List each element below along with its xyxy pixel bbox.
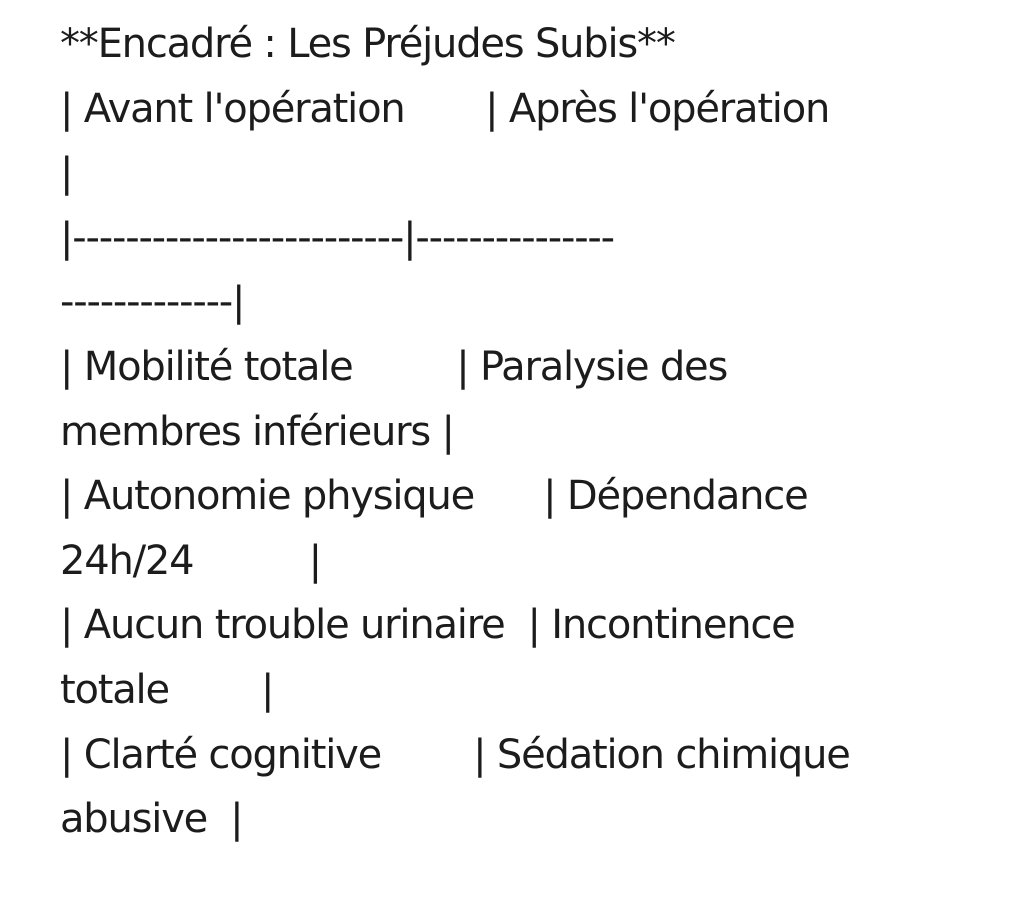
- table-header-row-end: |: [60, 150, 73, 197]
- table-separator-end: -------------|: [60, 279, 245, 326]
- box-title: **Encadré : Les Préjudes Subis**: [60, 21, 675, 67]
- document-text: [60, 12, 980, 852]
- table-separator: |-------------------------|---------------: [60, 214, 614, 261]
- table-row-continuation: membres inférieurs |: [60, 408, 454, 455]
- table-row-continuation: totale |: [60, 666, 274, 713]
- table-header-row: | Avant l'opération | Après l'opération: [60, 85, 830, 132]
- table-row-continuation: 24h/24 |: [60, 537, 321, 584]
- table-row: | Autonomie physique | Dépendance: [60, 473, 808, 520]
- table-row-continuation: abusive |: [60, 796, 243, 843]
- table-row: | Clarté cognitive | Sédation chimique: [60, 731, 850, 778]
- table-row: | Aucun trouble urinaire | Incontinence: [60, 602, 795, 649]
- table-row: | Mobilité totale | Paralysie des: [60, 343, 728, 390]
